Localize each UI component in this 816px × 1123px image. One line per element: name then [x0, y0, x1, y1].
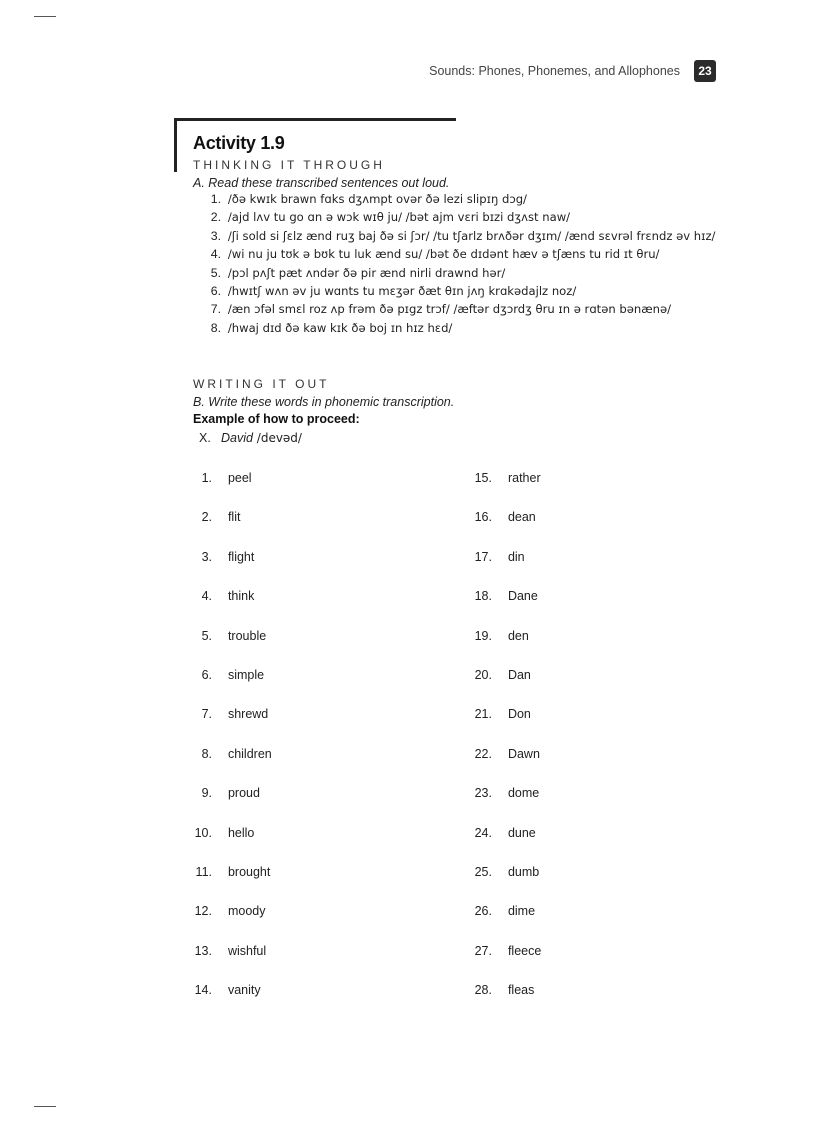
word-item — [470, 707, 541, 746]
word-item — [470, 589, 541, 628]
word-item-text: Dane — [507, 589, 538, 604]
word-item-text: peel — [227, 471, 252, 485]
word-item — [470, 786, 541, 825]
word-item-text: flit — [227, 510, 241, 525]
word-item — [190, 786, 272, 825]
sentence-item-text: /ðə kwɪk brawn fɑks dʒʌmpt ovər ðə lezi slipɪŋ dɔg/ — [227, 192, 527, 206]
activity-title: Activity 1.9 — [193, 133, 285, 153]
word-item-number: 1. — [201, 471, 212, 485]
word-item — [470, 629, 541, 668]
word-item-number: 24. — [474, 825, 492, 840]
word-item-number: 11. — [195, 864, 212, 879]
word-item-number: 2. — [201, 510, 212, 525]
word-list-left — [190, 471, 272, 1022]
section-heading-writing: WRITING IT OUT — [193, 377, 330, 391]
word-item-number: 15. — [474, 471, 492, 485]
word-item — [190, 629, 272, 668]
word-item-number: 9. — [201, 786, 212, 801]
word-item-text: dean — [507, 510, 536, 525]
example-word: David — [221, 431, 253, 445]
word-item-number: 22. — [474, 746, 492, 761]
word-item — [190, 826, 272, 865]
sentence-item-number: 6. — [210, 283, 221, 298]
word-item — [470, 826, 541, 865]
sentence-item-text: /wi nu ju tʊk ə bʊk tu luk ænd su/ /bət ðe dɪdənt hæv ə tʃæns tu rid ɪt θru/ — [227, 247, 660, 262]
word-item-number: 28. — [474, 983, 492, 998]
word-item-text: hello — [227, 825, 255, 840]
word-item — [470, 471, 541, 510]
activity-box-left-rule — [174, 118, 177, 172]
sentence-item-number: 3. — [210, 228, 221, 243]
sentence-item — [193, 192, 715, 210]
running-head: Sounds: Phones, Phonemes, and Allophones — [429, 64, 680, 78]
word-item-text: den — [507, 628, 529, 643]
example-label: X. — [199, 431, 211, 445]
word-item — [190, 550, 272, 589]
crop-mark-top-left — [34, 16, 56, 17]
sentence-item — [193, 284, 715, 302]
example-heading: Example of how to proceed: — [193, 412, 360, 426]
word-item-text: vanity — [227, 983, 261, 998]
sentence-item — [193, 229, 715, 247]
sentence-item-text: /hwɪtʃ wʌn əv ju wɑnts tu mɛʒər ðæt θɪn jʌŋ krɑkədajlz noz/ — [227, 283, 577, 298]
word-item-number: 14. — [194, 983, 212, 998]
word-item-text: moody — [227, 904, 266, 919]
word-item-number: 13. — [194, 943, 212, 958]
word-item — [470, 865, 541, 904]
sentence-item — [193, 210, 715, 228]
word-item-number: 25. — [474, 864, 492, 879]
word-item-text: think — [227, 589, 255, 604]
sentence-item-number: 5. — [210, 265, 221, 280]
word-item-text: wishful — [227, 943, 267, 958]
word-item-text: dumb — [507, 864, 540, 879]
word-item-number: 8. — [201, 746, 212, 761]
word-item — [190, 904, 272, 943]
word-list-right — [470, 471, 541, 1022]
word-item — [190, 510, 272, 549]
word-item-number: 5. — [201, 628, 212, 643]
word-item-text: brought — [227, 864, 271, 879]
word-item-number: 12. — [194, 904, 212, 919]
word-item-text: trouble — [227, 628, 267, 643]
word-item — [190, 983, 272, 1022]
word-item-text: proud — [227, 786, 260, 801]
sentence-item-text: /ʃi sold si ʃɛlz ænd ruʒ baj ðə si ʃɔr/ /tu tʃarlz brʌðər dʒɪm/ /ænd sɛvrəl frɛndz əv hɪz/ — [227, 228, 716, 243]
sentence-item — [193, 266, 715, 284]
activity-box-top-rule — [174, 118, 456, 121]
instruction-b: B. Write these words in phonemic transcription. — [193, 395, 455, 409]
word-item-number: 20. — [474, 667, 492, 682]
word-item-text: flight — [227, 549, 255, 564]
word-item-text: dune — [507, 825, 536, 840]
word-item-number: 18. — [474, 589, 492, 604]
word-item-number: 10. — [194, 825, 212, 840]
sentence-item-text: /hwaj dɪd ðə kaw kɪk ðə boj ɪn hɪz hɛd/ — [227, 320, 453, 335]
word-item-text: Dan — [507, 667, 531, 682]
word-item-number: 4. — [201, 589, 212, 604]
word-item — [470, 510, 541, 549]
word-item — [470, 904, 541, 943]
word-item-text: shrewd — [227, 707, 269, 722]
word-item-number: 26. — [474, 904, 492, 919]
word-item — [470, 550, 541, 589]
sentence-item-text: /æn ɔfəl smɛl roz ʌp frəm ðə pɪgz trɔf/ /æftər dʒɔrdʒ θru ɪn ə rɑtən bənænə/ — [227, 302, 671, 317]
word-item-text: fleece — [507, 943, 542, 958]
word-item — [190, 747, 272, 786]
sentence-item-number: 4. — [210, 247, 221, 262]
word-item — [470, 944, 541, 983]
word-item — [470, 983, 541, 1022]
word-item-text: dime — [507, 904, 536, 919]
page-number-badge: 23 — [694, 60, 716, 82]
word-item — [470, 668, 541, 707]
word-item-number: 21. — [474, 707, 492, 722]
crop-mark-bottom-left — [34, 1106, 56, 1107]
word-item-number: 3. — [201, 549, 212, 564]
word-item-text: Dawn — [507, 746, 540, 761]
word-item-number: 16. — [474, 510, 492, 525]
word-item — [190, 865, 272, 904]
sentence-item-text: /pɔl pʌʃt pæt ʌndər ðə pir ænd nirli drawnd hər/ — [227, 265, 506, 280]
example-line — [199, 431, 302, 445]
word-item — [190, 707, 272, 746]
sentence-item-number: 8. — [210, 320, 221, 335]
word-item-number: 19. — [474, 628, 492, 643]
sentence-item-number: 2. — [210, 210, 221, 225]
sentence-item-text: /ajd lʌv tu go ɑn ə wɔk wɪθ ju/ /bət ajm vɛri bɪzi dʒʌst naw/ — [227, 210, 571, 225]
sentence-item — [193, 321, 715, 339]
word-item — [190, 944, 272, 983]
word-item-text: children — [227, 746, 272, 761]
word-item-number: 17. — [474, 549, 492, 564]
word-item-number: 6. — [201, 667, 212, 682]
word-item — [190, 589, 272, 628]
word-item-number: 7. — [201, 707, 212, 722]
transcribed-sentence-list — [193, 192, 715, 339]
word-item-number: 23. — [474, 786, 492, 801]
sentence-item — [193, 247, 715, 265]
word-item — [470, 747, 541, 786]
sentence-item — [193, 302, 715, 320]
sentence-item-number: 7. — [210, 302, 221, 317]
word-item-text: fleas — [507, 983, 535, 998]
example-transcription: /devəd/ — [252, 431, 302, 445]
sentence-item-number: 1. — [210, 192, 221, 206]
word-item-text: din — [507, 549, 525, 564]
word-item — [190, 668, 272, 707]
word-item-text: rather — [507, 471, 541, 485]
instruction-a: A. Read these transcribed sentences out loud. — [193, 176, 450, 190]
word-item-text: dome — [507, 786, 540, 801]
word-item-number: 27. — [474, 943, 492, 958]
section-heading-thinking: THINKING IT THROUGH — [193, 158, 385, 172]
word-item-text: Don — [507, 707, 531, 722]
word-item — [190, 471, 272, 510]
word-item-text: simple — [227, 667, 265, 682]
